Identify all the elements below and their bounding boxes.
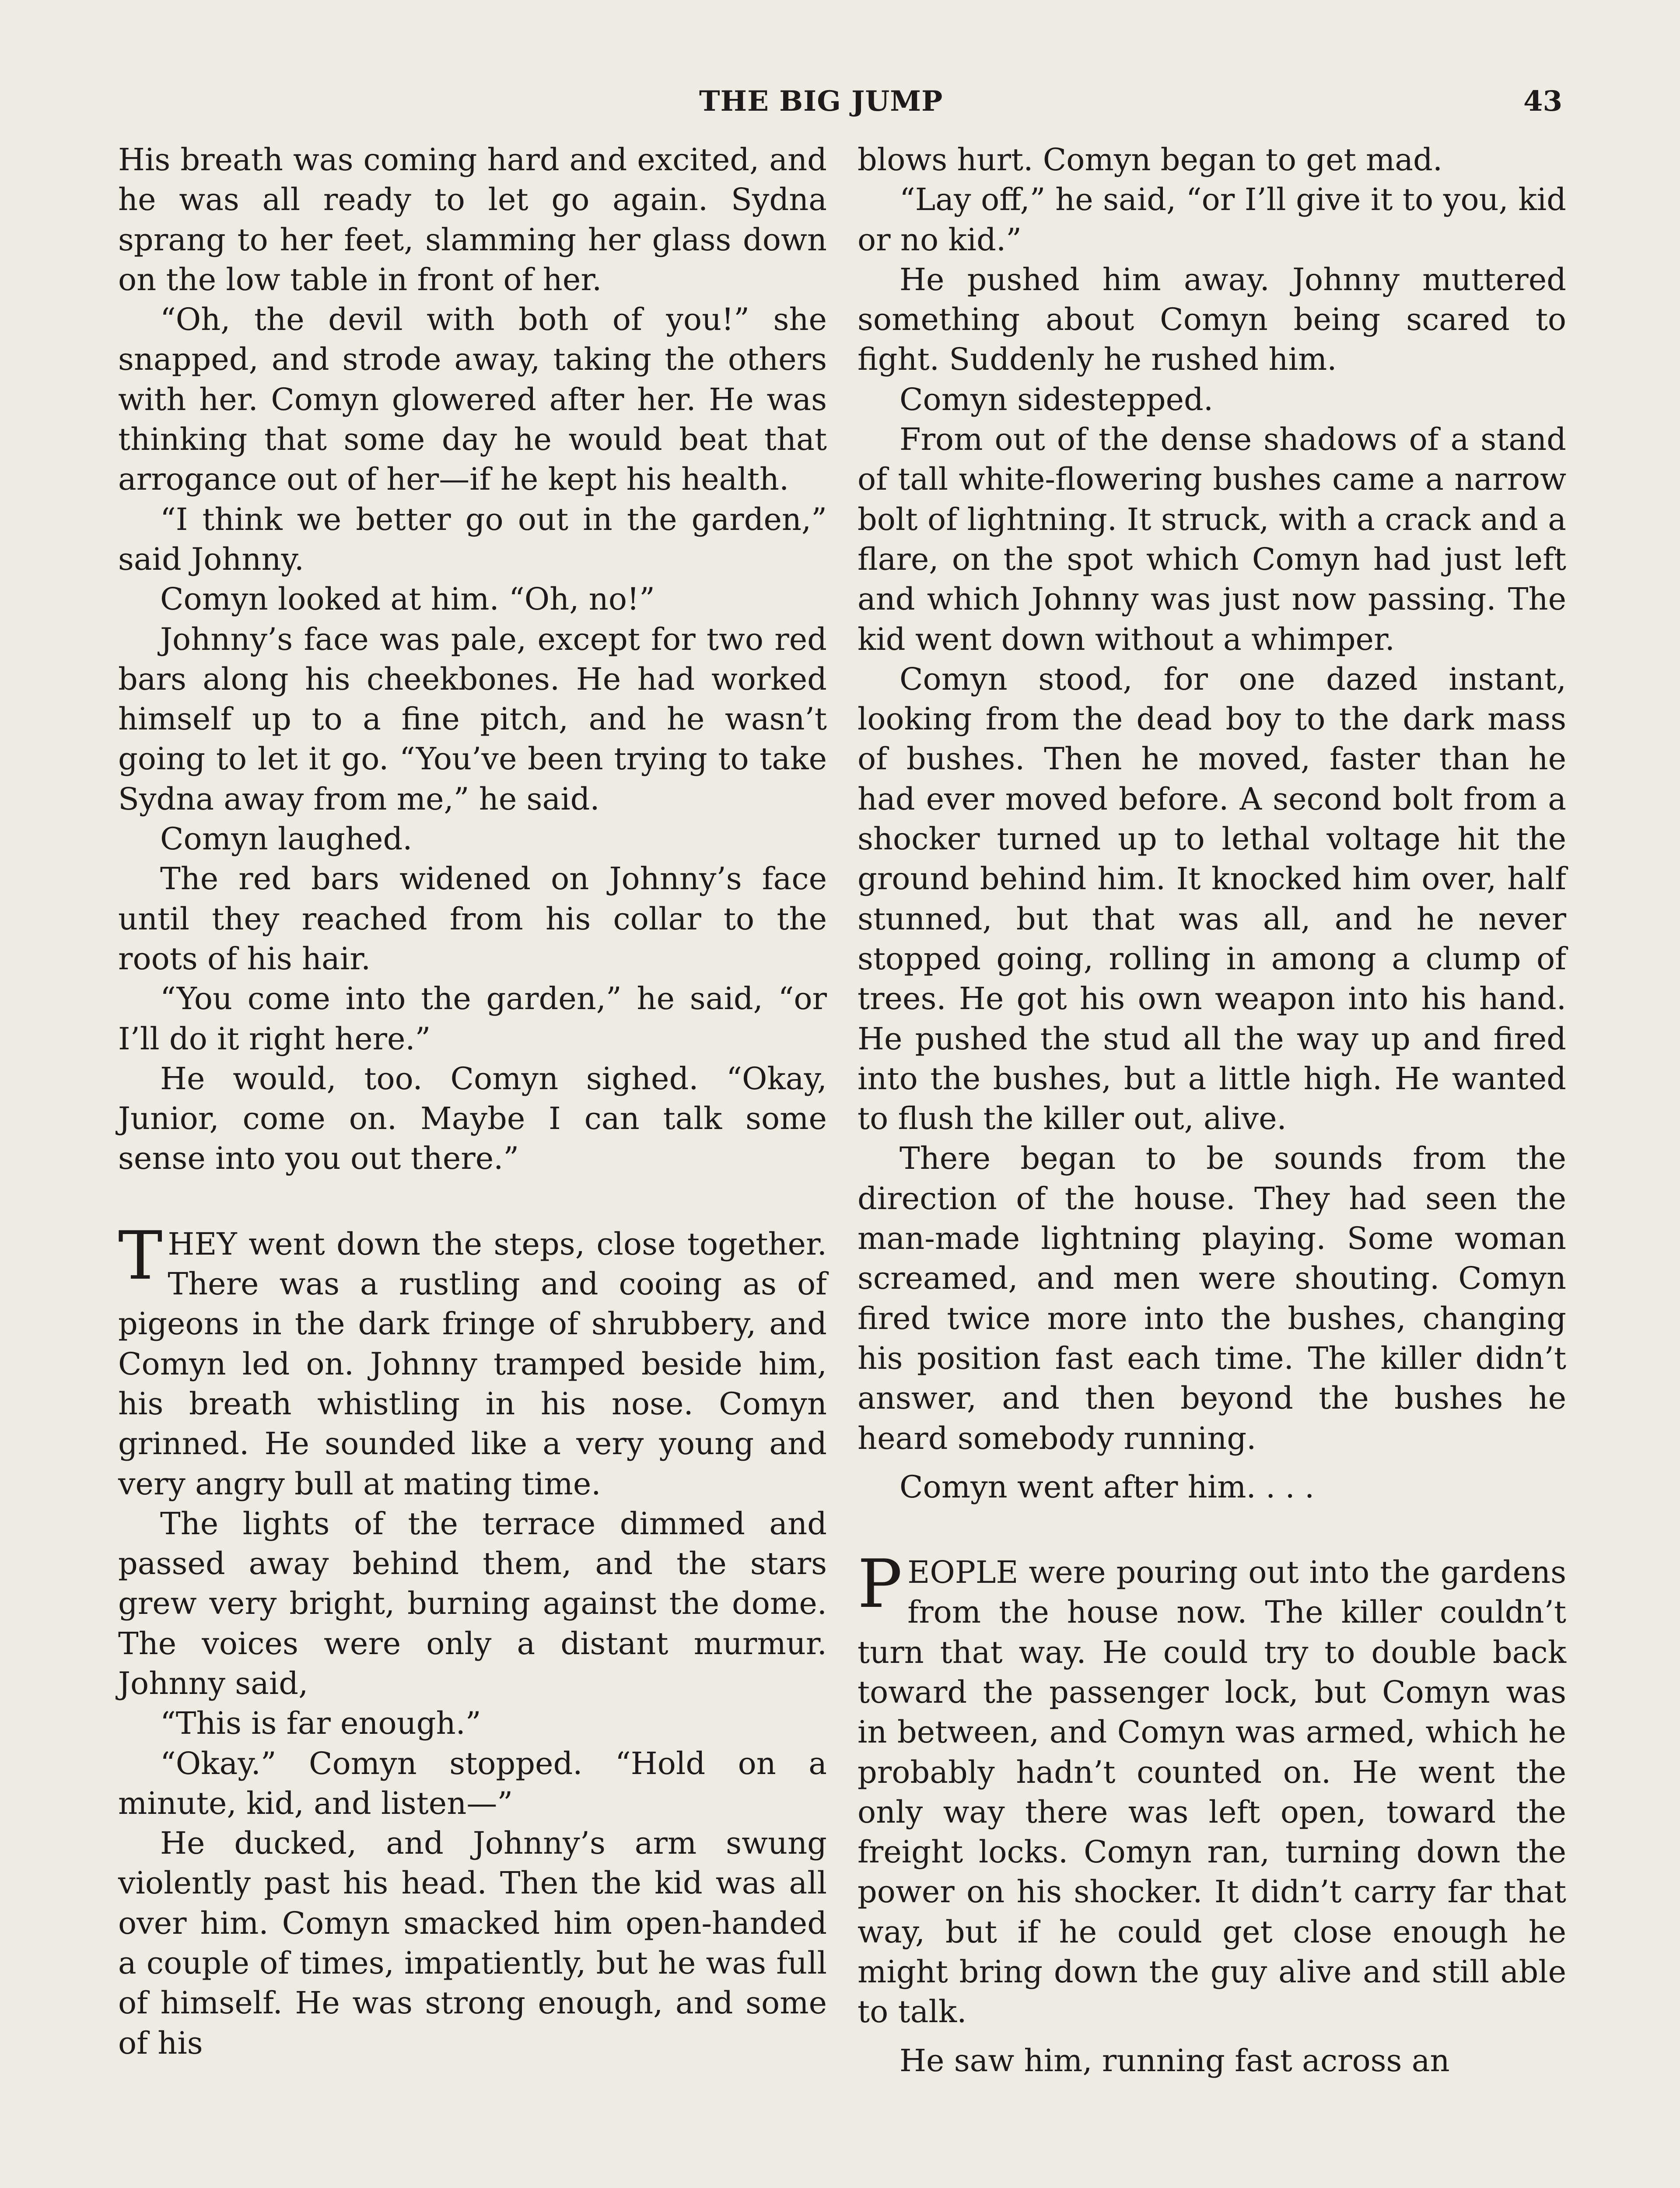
paragraph: He would, too. Comyn sighed. “Okay, Junior, come on. Maybe I can talk some sense into you out there.” — [118, 1060, 827, 1177]
paragraph: “Oh, the devil with both of you!” she snapped, and strode away, taking the others with her. Comyn glowered after her. He was thinking that some day he would beat that arrogance out of her—if he kept his health. — [118, 302, 827, 498]
section-opening-paragraph — [118, 1217, 827, 1504]
paragraph: “You come into the garden,” he said, “or I’ll do it right here.” — [118, 981, 827, 1057]
drop-cap: P — [858, 1545, 903, 1623]
scene-break-line: Comyn went after him. . . . — [900, 1469, 1315, 1505]
paragraph: The lights of the terrace dimmed and passed away behind them, and the stars grew very bright, burning against the dome. The voices were only a distant murmur. Johnny said, — [118, 1505, 827, 1701]
paragraph: “This is far enough.” — [160, 1705, 481, 1742]
paragraph: There began to be sounds from the direction of the house. They had seen the man-made lightning playing. Some woman screamed, and men were shouting. Comyn fired twice more into the bushes, changing his position fast each time. The killer didn’t answer, and then beyond the bushes he heard somebody running. — [858, 1140, 1566, 1456]
section-opening-paragraph — [858, 1545, 1566, 2032]
paragraph: Comyn sidestepped. — [900, 381, 1214, 417]
paragraph: He ducked, and Johnny’s arm swung violently past his head. Then the kid was all over him. Comyn smacked him open-handed a couple of times, impatiently, but he was full of himself. He was strong enough, and some of his — [118, 1825, 827, 2061]
section-opening-text: HEY went down the steps, close together. There was a rustling and cooing as of pigeons in the dark fringe of shrubbery, and Comyn led on. Johnny tramped beside him, his breath whistling in his nose. Comyn grinned. He sounded like a very young and very angry bull at mating time. — [118, 1226, 827, 1502]
paragraph: Comyn stood, for one dazed instant, looking from the dead boy to the dark mass of bushes. Then he moved, faster than he had ever moved before. A second bolt from a shocker turned up to lethal voltage hit the ground behind him. It knocked him over, half stunned, but that was all, and he never stopped going, rolling in among a clump of trees. He got his own weapon into his hand. He pushed the stud all the way up and fired into the bushes, but a little high. He wanted to flush the killer out, alive. — [858, 661, 1566, 1137]
paragraph: blows hurt. Comyn began to get mad. — [858, 142, 1443, 178]
paragraph: Comyn laughed. — [160, 821, 413, 857]
running-title: THE BIG JUMP — [699, 85, 943, 118]
paragraph: Comyn looked at him. “Oh, no!” — [160, 581, 655, 617]
paragraph: Johnny’s face was pale, except for two red bars along his cheekbones. He had worked himself up to a fine pitch, and he wasn’t going to let it go. “You’ve been trying to take Sydna away from me,” he said. — [118, 621, 827, 817]
paragraph: The red bars widened on Johnny’s face until they reached from his collar to the roots of his hair. — [118, 861, 827, 977]
paragraph: “Lay off,” he said, “or I’ll give it to you, kid or no kid.” — [858, 182, 1566, 258]
paragraph: From out of the dense shadows of a stand of tall white-flowering bushes came a narrow bolt of lightning. It struck, with a crack and a flare, on the spot which Comyn had just left and which Johnny was just now passing. The kid went down without a whimper. — [858, 421, 1566, 657]
paragraph: “Okay.” Comyn stopped. “Hold on a minute, kid, and listen—” — [118, 1745, 827, 1821]
right-column — [858, 140, 1566, 2081]
left-column — [118, 140, 827, 2063]
page-number: 43 — [1523, 85, 1563, 118]
paragraph: He saw him, running fast across an — [900, 2042, 1450, 2079]
drop-cap: T — [118, 1217, 163, 1294]
paragraph: His breath was coming hard and excited, and he was all ready to let go again. Sydna sprang to her feet, slamming her glass down on the low table in front of her. — [118, 142, 827, 298]
section-opening-text: EOPLE were pouring out into the gardens from the house now. The killer couldn’t turn that way. He could try to double back toward the passenger lock, but Comyn was in between, and Comyn was armed, which he probably hadn’t counted on. He went the only way there was left open, toward the freight locks. Comyn ran, turning down the power on his shocker. It didn’t carry far that way, but if he could get close enough he might bring down the guy alive and still able to talk. — [858, 1554, 1566, 2030]
paragraph: “I think we better go out in the garden,” said Johnny. — [118, 501, 827, 577]
paragraph: He pushed him away. Johnny muttered something about Comyn being scared to fight. Suddenly he rushed him. — [858, 261, 1566, 378]
